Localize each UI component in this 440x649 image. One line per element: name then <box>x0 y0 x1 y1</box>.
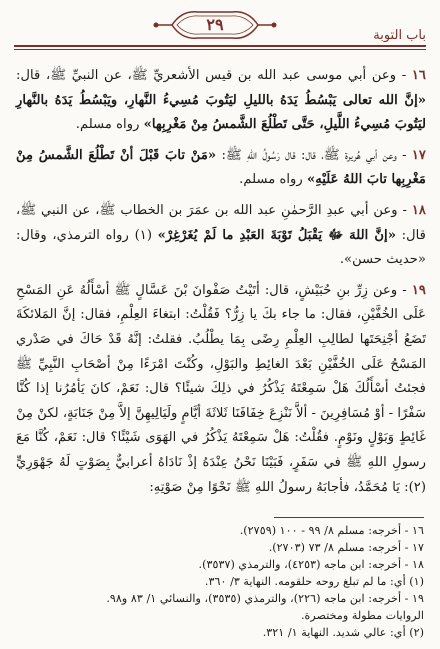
chapter-title: باب التوبة <box>373 28 426 43</box>
hadith-19 <box>16 279 426 500</box>
hadith-source: رواه مسلم. <box>75 117 140 133</box>
hadith-16 <box>16 64 426 138</box>
header-rule <box>14 45 426 47</box>
hadith-source: (١) رواه الترمذي، وقال: «حديث حسن». <box>16 227 426 268</box>
hadith-number: ١٨ <box>411 202 426 218</box>
hadith-number: ١٦ <box>411 68 426 83</box>
footnote: ١٦ - أخرجه: مسلم ٨/ ٩٩ - ١٠٠ (٢٧٥٩). <box>239 524 424 537</box>
footnote: ١٩ - أخرجه: ابن ماجه (٢٢٦)، والترمذي (٣٥٣٥)، والنسائي ١/ ٨٣ و٩٨. <box>106 592 424 605</box>
footnote: (٢) أي: عالي شديد. النهاية ١/ ٣٢١. <box>262 626 424 639</box>
footnote: ١٧ - أخرجه: مسلم ٨/ ٧٣ (٢٧٠٣). <box>268 541 424 554</box>
page-number-badge <box>150 6 280 44</box>
hadith-matn: «إنَّ اللهَ ﷻ يَقْبَلُ تَوْبَةَ العَبْدِ ما لَمْ يُغَرْغِرْ» <box>157 227 396 243</box>
footnote-separator <box>274 517 424 518</box>
main-text <box>16 64 426 506</box>
hadith-number: ١٧ <box>411 147 426 163</box>
footnotes <box>16 522 424 641</box>
hadith-18 <box>16 199 426 273</box>
footnote: ١٨ - أخرجه: ابن ماجه (٤٢٥٣)، والترمذي (٣٥٣٧). <box>198 558 424 571</box>
page-number: ٢٩ <box>206 15 224 34</box>
hadith-intro: - وعن أبي عبدِ الرَّحمٰنِ عبد الله بن عمَرَ بن الخطاب ﷺ، عن النبي ﷺ، قال: <box>16 202 426 243</box>
hadith-matn: «إنَّ الله تعالى يَبْسُطُ يَدَهُ بالليلِ ليَتُوبَ مُسِيءُ النَّهارِ، ويَبْسُطُ يَدَهُ بالنَّهارِ ليَتُوبَ مُسِيءُ اللَّيلِ، حَتَّى تَطْلُعَ الشَّمسُ مِنْ مَغْرِبِها» <box>16 92 426 133</box>
hadith-intro: - وعن أبي هُريرة ﷺ، قال: قال رَسُولُ اللهِ ﷺ: <box>221 147 407 163</box>
hadith-number: ١٩ <box>411 282 426 298</box>
footnote: الروايات مطولة ومختصرة. <box>300 609 424 622</box>
hadith-text: - وعن زِرِّ بنِ حُبَيْشٍ، قال: أتَيْتُ صَفْوانَ بْنَ عَسَّالٍ ﷺ أسْأَلُهُ عَنِ المَسْحِ عَلَى الخُفَّيْنِ، فقال: ما جاء بكَ يا زِرُّ؟ فَقُلْتُ: ابتغاءَ العِلْمِ، فقال: إنَّ المَلائكَةَ تَضَعُ أجْنِحَتَها لطالِبِ العِلْمِ رِضًى بِمَا يطْلُبُ. فقلتُ: إنَّهُ قَدْ حَاكَ في صَدْري المَسْحُ عَلَى الخُفَّيْنِ بَعْدَ الغائِطِ والبَوْلِ، وكُنْتَ امْرَءًا مِنْ أصْحَابِ النَّبِيِّ ﷺ فجئتُ أسْأَلُكَ هَلْ سَمِعْتَهُ يَذْكُرُ في ذلِكَ شيئًا؟ قال: نَعَمْ، كانَ يَأمُرُنا إذا كُنَّا سَفْرًا - أوْ مُسَافِرِينَ - ألاَّ نَنْزِعَ خِفَافَنَا ثَلاثَةَ أيَّامٍ ولَيَالِيهِنَّ إلاَّ مِنْ جَنَابَةٍ، لكنْ مِنْ غَائِطٍ وَبَوْلٍ ونَوْمٍ. فقُلْتُ: هَلْ سَمِعْتَهُ يَذْكُرُ في الهَوَى شَيْئًا؟ قال: نَعَمْ، كُنَّا مَعَ رسولِ اللهِ ﷺ في سَفَرٍ، فَبَيْنَا نَحْنُ عِنْدَهُ إذْ نَادَاهُ أعرابيٌّ بِصَوْتٍ لَهُ جَهْوَرِيٍّ (٢): يَا مُحَمَّدُ، فأجابَهُ رسولُ اللهِ ﷺ نَحْوًا مِنْ صَوْتِهِ: <box>16 282 426 495</box>
footnote: (١) أي: ما لم تبلغ روحه حلقومه. النهاية ٣/ ٣٦٠. <box>204 575 424 588</box>
hadith-17 <box>16 144 426 193</box>
hadith-matn: «مَنْ تابَ قَبْلَ أنْ تَطْلُعَ الشَّمسُ مِنْ مَغْرِبِها تابَ اللهُ عَلَيْهِ» <box>16 147 426 188</box>
header-rule-thin <box>14 49 426 50</box>
page-header <box>0 0 440 60</box>
hadith-intro: - وعن أبي موسى عبد الله بن قيس الأشعريِّ ﷺ، عن النبيِّ ﷺ، قال: <box>16 68 407 83</box>
hadith-source: رواه مسلم. <box>239 172 303 188</box>
